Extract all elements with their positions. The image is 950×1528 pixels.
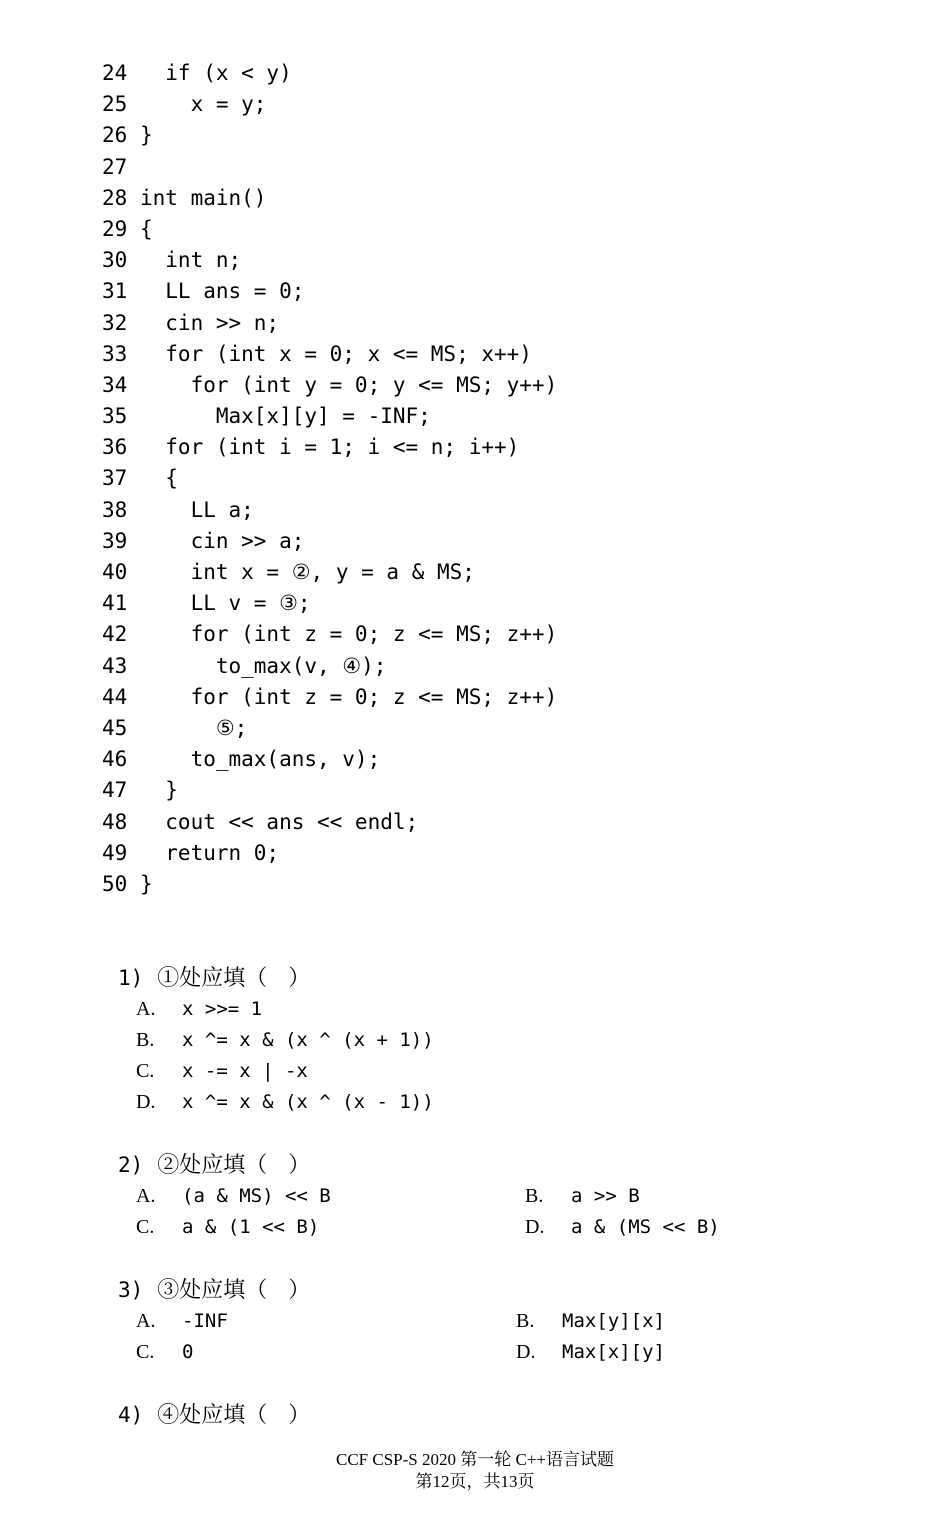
question-text: ①处应填（ ）	[157, 966, 311, 991]
code-line	[102, 495, 557, 526]
option-label: C.	[136, 1216, 155, 1238]
option-text: x ^= x & (x ^ (x - 1))	[182, 1091, 434, 1113]
code-line	[102, 245, 557, 276]
option-b	[509, 1150, 640, 1207]
question-3	[102, 1244, 665, 1363]
option-label: D.	[525, 1216, 545, 1238]
option-a	[120, 1150, 331, 1207]
code-text: }	[140, 871, 153, 896]
code-text: int n;	[140, 248, 242, 273]
question-text: ②处应填（ ）	[157, 1153, 311, 1178]
code-line	[102, 214, 557, 245]
code-text: LL v = ③;	[140, 591, 311, 616]
line-number: 46	[102, 747, 128, 772]
option-label: B.	[136, 1029, 155, 1051]
code-text: return 0;	[140, 840, 280, 865]
option-label: A.	[136, 1185, 156, 1207]
line-number: 30	[102, 248, 128, 273]
question-number: 4)	[118, 1403, 144, 1427]
option-text: x ^= x & (x ^ (x + 1))	[182, 1029, 434, 1051]
code-text: Max[x][y] = -INF;	[140, 404, 431, 429]
option-label: B.	[516, 1310, 535, 1332]
code-line	[102, 807, 557, 838]
line-number: 49	[102, 840, 128, 865]
option-b	[120, 994, 434, 1051]
option-c	[120, 1306, 194, 1363]
option-text: a & (1 << B)	[182, 1216, 320, 1238]
question-2	[102, 1119, 720, 1238]
question-text: ③处应填（ ）	[157, 1278, 311, 1303]
code-line	[102, 557, 557, 588]
code-text: cin >> n;	[140, 310, 280, 335]
line-number: 42	[102, 622, 128, 647]
option-label: A.	[136, 998, 156, 1020]
code-text: {	[140, 216, 153, 241]
code-line	[102, 339, 557, 370]
option-text: Max[x][y]	[562, 1341, 665, 1363]
option-c	[120, 1025, 308, 1082]
option-text: x -= x | -x	[182, 1060, 308, 1082]
code-text: LL a;	[140, 497, 254, 522]
option-text: 0	[182, 1341, 194, 1363]
code-line	[102, 526, 557, 557]
code-text: int x = ②, y = a & MS;	[140, 560, 475, 584]
option-text: Max[y][x]	[562, 1310, 665, 1332]
line-number: 31	[102, 279, 128, 304]
question-number: 3)	[118, 1278, 144, 1302]
code-line	[102, 276, 557, 307]
option-b	[500, 1275, 665, 1332]
code-line	[102, 682, 557, 713]
question-title	[102, 932, 311, 991]
question-text: ④处应填（ ）	[157, 1403, 311, 1428]
code-text: cout << ans << endl;	[140, 809, 419, 834]
code-text: }	[140, 778, 178, 803]
code-line	[102, 183, 557, 214]
option-text: (a & MS) << B	[182, 1185, 331, 1207]
question-title	[102, 1244, 311, 1303]
code-text: for (int x = 0; x <= MS; x++)	[140, 341, 532, 366]
question-title	[102, 1369, 311, 1428]
code-text: if (x < y)	[140, 61, 292, 85]
option-text: a >> B	[571, 1185, 640, 1207]
code-line	[102, 619, 557, 650]
code-text: }	[140, 123, 153, 148]
option-c	[120, 1181, 320, 1238]
code-text: int main()	[140, 185, 267, 210]
code-line	[102, 89, 557, 120]
line-number: 43	[102, 653, 128, 678]
code-text: to_max(v, ④);	[140, 653, 387, 678]
option-label: B.	[525, 1185, 544, 1207]
code-line	[102, 869, 557, 900]
code-text: for (int z = 0; z <= MS; z++)	[140, 684, 558, 709]
option-a	[120, 1275, 228, 1332]
option-label: A.	[136, 1310, 156, 1332]
line-number: 44	[102, 684, 128, 709]
code-line	[102, 463, 557, 494]
line-number: 50	[102, 871, 128, 896]
code-text: {	[140, 466, 178, 491]
line-number: 48	[102, 809, 128, 834]
code-line	[102, 775, 557, 806]
code-line	[102, 58, 557, 89]
line-number: 40	[102, 560, 128, 584]
code-text: x = y;	[140, 92, 267, 117]
line-number: 38	[102, 497, 128, 522]
footer-exam-title: CCF CSP-S 2020 第一轮 C++语言试题	[335, 1450, 614, 1469]
code-line	[102, 713, 557, 744]
option-d	[509, 1181, 720, 1238]
question-number: 2)	[118, 1153, 144, 1177]
line-number: 29	[102, 216, 128, 241]
question-1	[102, 932, 434, 1113]
code-line	[102, 838, 557, 869]
option-a	[120, 963, 263, 1020]
line-number: 28	[102, 185, 128, 210]
footer-page-number: 第12页，共13页	[415, 1472, 535, 1491]
code-text: ⑤;	[140, 715, 248, 740]
code-line	[102, 401, 557, 432]
option-label: C.	[136, 1341, 155, 1363]
line-number: 26	[102, 123, 128, 148]
code-line	[102, 432, 557, 463]
line-number: 36	[102, 435, 128, 460]
code-text: to_max(ans, v);	[140, 747, 381, 772]
line-number: 47	[102, 778, 128, 803]
option-text: x >>= 1	[182, 998, 263, 1020]
option-text: -INF	[182, 1310, 228, 1332]
option-label: D.	[136, 1091, 156, 1113]
option-label: D.	[516, 1341, 536, 1363]
line-number: 27	[102, 154, 128, 179]
code-line	[102, 588, 557, 619]
line-number: 45	[102, 715, 128, 740]
code-text: LL ans = 0;	[140, 279, 305, 304]
page-footer	[0, 1449, 950, 1493]
line-number: 41	[102, 591, 128, 616]
option-text: a & (MS << B)	[571, 1216, 720, 1238]
code-text: for (int z = 0; z <= MS; z++)	[140, 622, 558, 647]
code-listing	[102, 58, 557, 900]
line-number: 32	[102, 310, 128, 335]
code-text: cin >> a;	[140, 528, 305, 553]
code-line	[102, 370, 557, 401]
line-number: 33	[102, 341, 128, 366]
code-line	[102, 152, 557, 183]
question-number: 1)	[118, 966, 144, 990]
question-title	[102, 1119, 311, 1178]
option-label: C.	[136, 1060, 155, 1082]
line-number: 34	[102, 372, 128, 397]
code-line	[102, 308, 557, 339]
code-line	[102, 120, 557, 151]
code-line	[102, 651, 557, 682]
code-line	[102, 744, 557, 775]
code-text: for (int y = 0; y <= MS; y++)	[140, 372, 558, 397]
line-number: 24	[102, 61, 128, 85]
line-number: 39	[102, 528, 128, 553]
question-4	[102, 1369, 311, 1428]
option-d	[500, 1306, 665, 1363]
line-number: 35	[102, 404, 128, 429]
line-number: 37	[102, 466, 128, 491]
option-d	[120, 1056, 434, 1113]
code-text: for (int i = 1; i <= n; i++)	[140, 435, 520, 460]
line-number: 25	[102, 92, 128, 117]
